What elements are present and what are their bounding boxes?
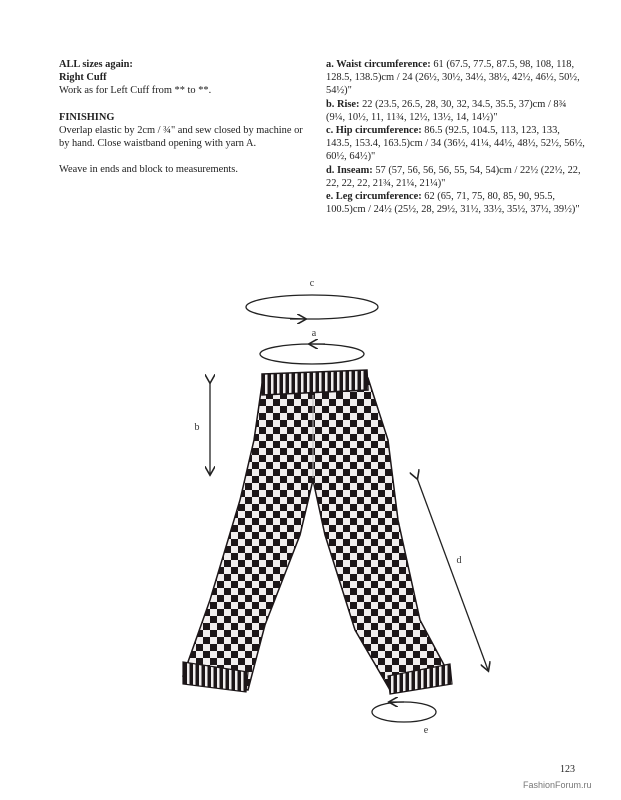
hip-measure-arrow	[246, 278, 378, 319]
label-d: d	[456, 555, 462, 566]
waistband-rib	[262, 370, 368, 395]
page-number: 123	[560, 764, 575, 775]
waist-measure-arrow	[260, 328, 364, 364]
right-cuff-text: Work as for Left Cuff from ** to **.	[59, 85, 212, 97]
trousers-photo	[183, 370, 452, 694]
label-e: e	[423, 725, 429, 736]
finishing-heading: FINISHING	[59, 111, 115, 123]
measurement-waist: a. Waist circumference: 61 (67.5, 77.5, 87.5, 98, 108, 118, 128.5, 138.5)cm / 24 (26½, 30½, 34½, 38½, 42½, 46½, 50½, 54½)"	[326, 59, 580, 97]
measurement-leg: e. Leg circumference: 62 (65, 71, 75, 80, 85, 90, 95.5, 100.5)cm / 24½ (25½, 28, 29½, 31½, 33½, 35½, 37½, 39½)"	[326, 191, 580, 216]
label-c: c	[309, 278, 315, 289]
label-b: b	[194, 422, 200, 433]
measurement-inseam: d. Inseam: 57 (57, 56, 56, 56, 55, 54, 54)cm / 22½ (22½, 22, 22, 22, 22, 21¾, 21¼, 21¼)"	[326, 164, 581, 189]
leg-measure-arrow	[372, 702, 436, 736]
finishing-text: Overlap elastic by 2cm / ¾" and sew closed by machine or by hand. Close waistband opening with yarn A.	[59, 124, 303, 150]
label-a: a	[311, 328, 317, 339]
weave-text: Weave in ends and block to measurements.	[59, 164, 238, 176]
measurement-rise: b. Rise: 22 (23.5, 26.5, 28, 30, 32, 34.5, 35.5, 37)cm / 8¾ (9¼, 10½, 11, 11¾, 12½, 13½, 14, 14½)"	[326, 98, 567, 123]
rise-measure-arrow	[195, 382, 211, 474]
measurement-hip: c. Hip circumference: 86.5 (92.5, 104.5, 113, 123, 133, 143.5, 153.4, 163.5)cm / 34 (36½, 41¼, 44½, 48½, 52½, 56½, 60½, 64½)"	[326, 125, 585, 163]
right-cuff-heading: Right Cuff	[59, 72, 107, 84]
watermark: FashionForum.ru	[523, 780, 592, 790]
sizes-heading: ALL sizes again:	[59, 59, 133, 70]
